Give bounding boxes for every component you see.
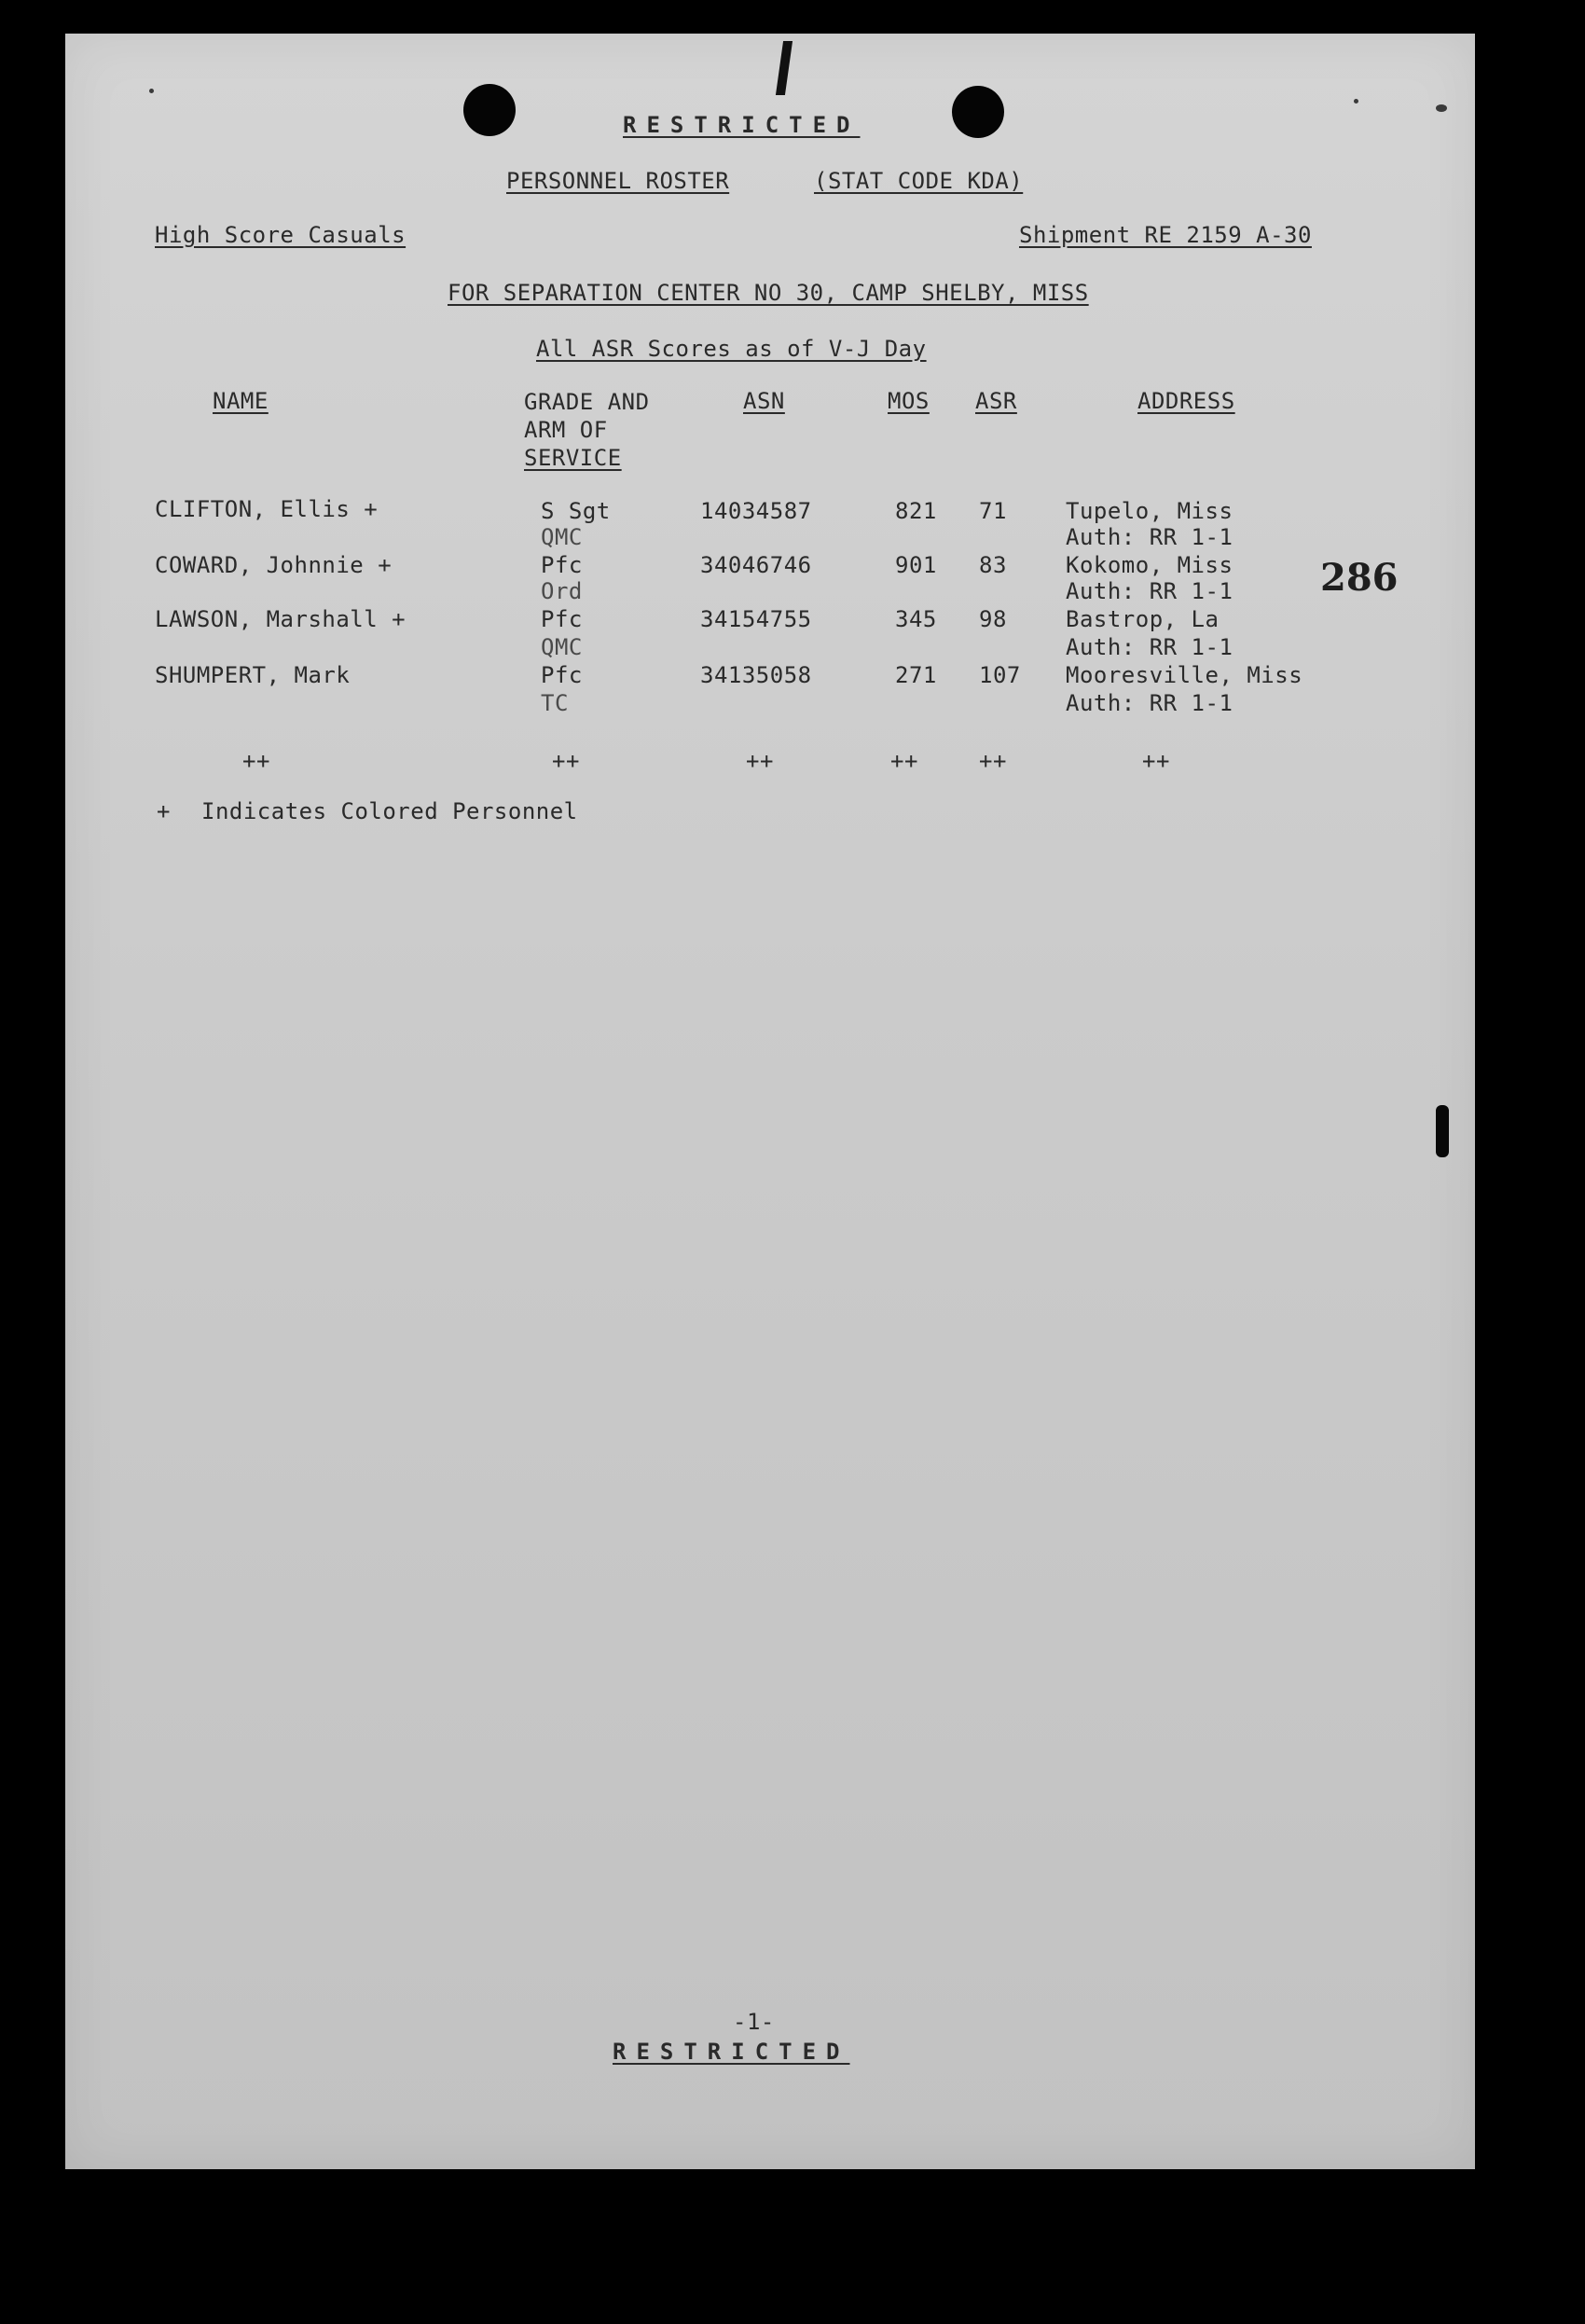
stat-code: (STAT CODE KDA) xyxy=(814,168,1024,194)
end-mark-address: ++ xyxy=(1142,748,1170,774)
row-1-asr: 71 xyxy=(979,498,1007,524)
row-2-mos: 901 xyxy=(895,552,937,578)
speck xyxy=(149,89,154,93)
row-2-name: COWARD, Johnnie + xyxy=(155,552,393,578)
row-4-arm: TC xyxy=(541,690,569,716)
row-3-mos: 345 xyxy=(895,606,937,632)
speck xyxy=(1436,104,1447,112)
row-3-asn: 34154755 xyxy=(700,606,812,632)
row-1-arm: QMC xyxy=(541,524,583,550)
col-header-grade xyxy=(524,388,650,472)
row-1-asn: 14034587 xyxy=(700,498,812,524)
classification-top: RESTRICTED xyxy=(623,112,861,138)
page-number: -1- xyxy=(733,2009,775,2035)
col-header-mos: MOS xyxy=(888,388,930,414)
row-4-grade: Pfc xyxy=(541,662,583,688)
end-mark-asr: ++ xyxy=(979,748,1007,774)
footnote-text: Indicates Colored Personnel xyxy=(201,798,578,824)
destination: FOR SEPARATION CENTER NO 30, CAMP SHELBY, MISS xyxy=(448,280,1089,306)
row-4-mos: 271 xyxy=(895,662,937,688)
punch-hole-right xyxy=(952,86,1004,138)
row-3-asr: 98 xyxy=(979,606,1007,632)
row-2-auth: Auth: RR 1-1 xyxy=(1066,578,1234,604)
row-3-address: Bastrop, La xyxy=(1066,606,1220,632)
row-4-name: SHUMPERT, Mark xyxy=(155,662,351,688)
row-4-asr: 107 xyxy=(979,662,1021,688)
col-header-asn: ASN xyxy=(743,388,785,414)
row-3-arm: QMC xyxy=(541,634,583,660)
row-2-address: Kokomo, Miss xyxy=(1066,552,1234,578)
row-1-auth: Auth: RR 1-1 xyxy=(1066,524,1234,550)
shipment-number: Shipment RE 2159 A-30 xyxy=(1019,222,1312,248)
row-2-grade: Pfc xyxy=(541,552,583,578)
row-4-auth: Auth: RR 1-1 xyxy=(1066,690,1234,716)
col-header-grade-line2: ARM OF xyxy=(524,417,608,443)
roster-title: PERSONNEL ROSTER xyxy=(506,168,730,194)
edge-tear xyxy=(1436,1105,1449,1157)
footnote-symbol: + xyxy=(157,798,171,824)
end-mark-name: ++ xyxy=(242,748,270,774)
col-header-asr: ASR xyxy=(975,388,1017,414)
row-1-grade: S Sgt xyxy=(541,498,611,524)
row-3-name: LAWSON, Marshall + xyxy=(155,606,407,632)
page-stamp-number: 286 xyxy=(1320,556,1399,600)
row-1-name: CLIFTON, Ellis + xyxy=(155,496,379,522)
end-mark-mos: ++ xyxy=(890,748,918,774)
col-header-address: ADDRESS xyxy=(1137,388,1235,414)
row-2-asn: 34046746 xyxy=(700,552,812,578)
row-2-arm: Ord xyxy=(541,578,583,604)
row-1-mos: 821 xyxy=(895,498,937,524)
col-header-grade-line3: SERVICE xyxy=(524,445,622,471)
row-3-grade: Pfc xyxy=(541,606,583,632)
speck xyxy=(1354,99,1358,104)
row-2-asr: 83 xyxy=(979,552,1007,578)
row-1-address: Tupelo, Miss xyxy=(1066,498,1234,524)
scores-note: All ASR Scores as of V-J Day xyxy=(536,336,927,362)
end-mark-grade: ++ xyxy=(552,748,580,774)
group-label: High Score Casuals xyxy=(155,222,407,248)
classification-bottom: RESTRICTED xyxy=(613,2039,850,2065)
row-4-address: Mooresville, Miss xyxy=(1066,662,1303,688)
row-3-auth: Auth: RR 1-1 xyxy=(1066,634,1234,660)
col-header-name: NAME xyxy=(213,388,269,414)
end-mark-asn: ++ xyxy=(746,748,774,774)
row-4-asn: 34135058 xyxy=(700,662,812,688)
col-header-grade-line1: GRADE AND xyxy=(524,389,650,415)
punch-hole-left xyxy=(463,84,516,136)
